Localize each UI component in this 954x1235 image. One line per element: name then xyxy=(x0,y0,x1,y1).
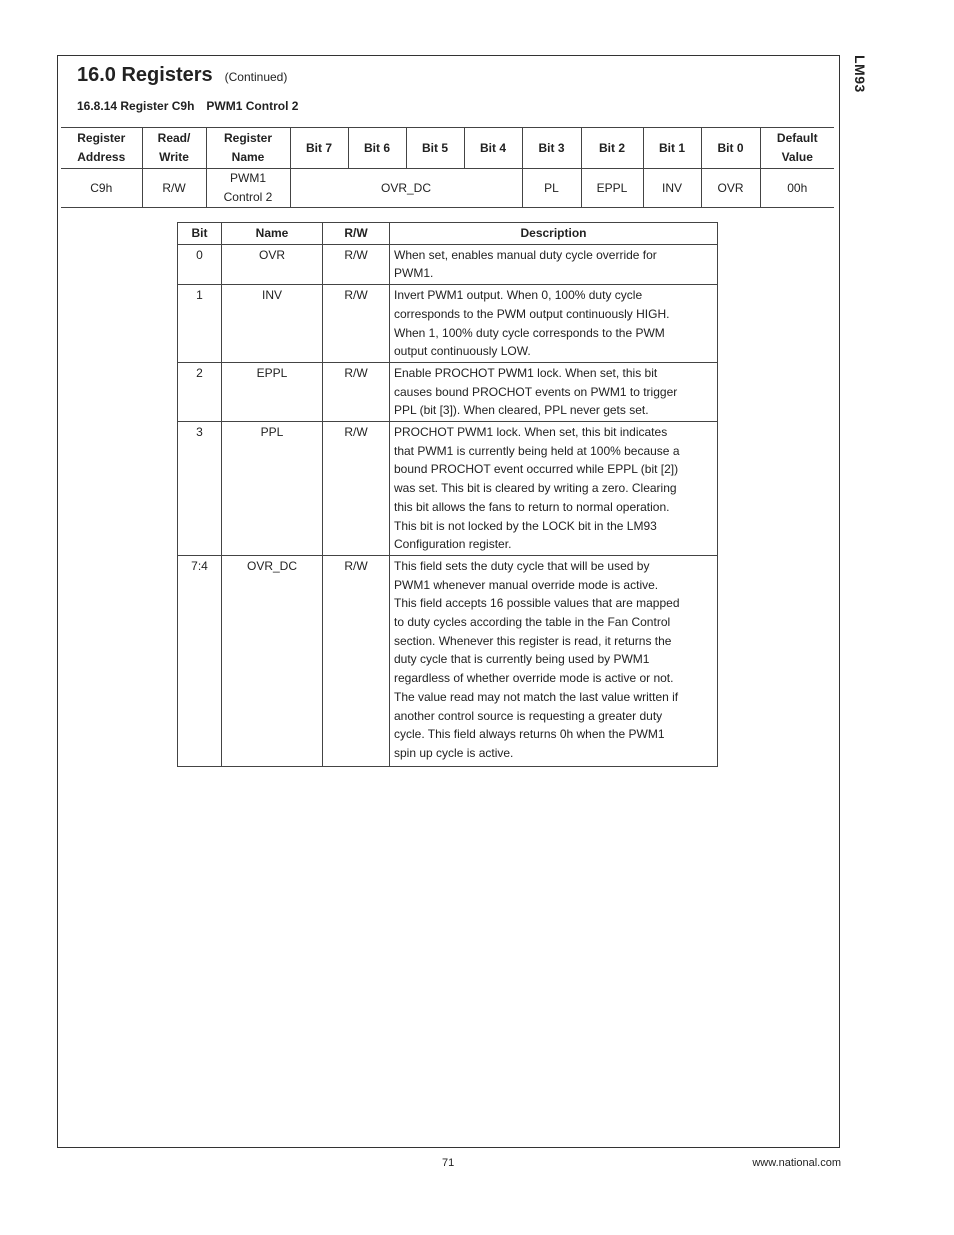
description-line: regardless of whether override mode is active or not. xyxy=(394,671,674,686)
header-rw: R/W xyxy=(323,223,390,245)
cell-default: 00h xyxy=(760,169,834,208)
bit-cell: 3 xyxy=(178,422,222,556)
description-line: PROCHOT PWM1 lock. When set, this bit indicates xyxy=(394,425,668,440)
rw-cell: R/W xyxy=(323,362,390,421)
name-cell: OVR_DC xyxy=(222,555,323,766)
subsection-name: PWM1 Control 2 xyxy=(206,99,299,113)
header-description: Description xyxy=(390,223,718,245)
description-line: This bit is not locked by the LOCK bit in the LM93 xyxy=(394,518,657,533)
name-cell: PPL xyxy=(222,422,323,556)
header-default-value: Default Value xyxy=(760,128,834,169)
description-line: corresponds to the PWM output continuously HIGH. xyxy=(394,306,670,321)
description-line: PWM1. xyxy=(394,266,434,281)
header-read-write: Read/ Write xyxy=(142,128,206,169)
cell-address: C9h xyxy=(90,180,113,195)
subsection-number: 16.8.14 Register C9h xyxy=(77,99,195,113)
header-bit3: Bit 3 xyxy=(522,128,581,169)
bit-cell: 2 xyxy=(178,362,222,421)
rw-cell: R/W xyxy=(323,422,390,556)
description-line: spin up cycle is active. xyxy=(394,745,514,760)
bit-description-table xyxy=(177,222,718,767)
description-line: to duty cycles according the table in the Fan Control xyxy=(394,615,671,630)
description-line: This field accepts 16 possible values that are mapped xyxy=(394,596,680,611)
description-cell xyxy=(390,555,718,766)
header-register-address: Register Address xyxy=(77,131,126,164)
side-label xyxy=(846,55,868,99)
bit-cell: 7:4 xyxy=(178,555,222,766)
header-register-name: Register Name xyxy=(206,128,290,169)
description-line: section. Whenever this register is read, it returns the xyxy=(394,633,672,648)
page-number: 71 xyxy=(442,1157,455,1169)
rw-cell: R/W xyxy=(323,244,390,284)
header-bit0: Bit 0 xyxy=(701,128,760,169)
description-cell xyxy=(390,422,718,556)
register-row xyxy=(61,169,834,208)
cell-bit3: PL xyxy=(522,169,581,208)
register-summary-table xyxy=(61,127,834,208)
cell-bits-7-4: OVR_DC xyxy=(290,169,522,208)
description-line: bound PROCHOT event occurred while EPPL (bit [2]) xyxy=(394,462,679,477)
cell-bit2: EPPL xyxy=(581,169,643,208)
description-line: When set, enables manual duty cycle override for xyxy=(394,247,657,262)
description-line: PWM1 whenever manual override mode is active. xyxy=(394,577,659,592)
description-line: Invert PWM1 output. When 0, 100% duty cycle xyxy=(394,288,643,303)
rw-cell: R/W xyxy=(323,555,390,766)
cell-rw: R/W xyxy=(142,169,206,208)
bit-cell: 1 xyxy=(178,285,222,363)
header-bit7: Bit 7 xyxy=(290,128,348,169)
description-line: duty cycle that is currently being used by PWM1 xyxy=(394,652,650,667)
register-header-row xyxy=(61,128,834,169)
name-cell: EPPL xyxy=(222,362,323,421)
header-bit6: Bit 6 xyxy=(348,128,406,169)
table-row xyxy=(178,422,718,556)
name-cell: INV xyxy=(222,285,323,363)
header-bit: Bit xyxy=(178,223,222,245)
header-bit1: Bit 1 xyxy=(643,128,701,169)
description-cell xyxy=(390,285,718,363)
description-line: another control source is requesting a greater duty xyxy=(394,708,663,723)
website-url: www.national.com xyxy=(752,1157,841,1169)
description-cell xyxy=(390,362,718,421)
description-line: was set. This bit is cleared by writing a zero. Clearing xyxy=(394,481,677,496)
description-line: causes bound PROCHOT events on PWM1 to trigger xyxy=(394,384,678,399)
subsection-heading xyxy=(77,99,298,113)
section-continued: (Continued) xyxy=(224,70,288,84)
table-row xyxy=(178,244,718,284)
description-line: that PWM1 is currently being held at 100% because a xyxy=(394,443,680,458)
description-line: Configuration register. xyxy=(394,537,512,552)
header-bit2: Bit 2 xyxy=(581,128,643,169)
description-line: When 1, 100% duty cycle corresponds to the PWM xyxy=(394,325,665,340)
header-bit4: Bit 4 xyxy=(464,128,522,169)
bit-cell: 0 xyxy=(178,244,222,284)
description-line: cycle. This field always returns 0h when the PWM1 xyxy=(394,727,665,742)
description-line: The value read may not match the last value written if xyxy=(394,689,679,704)
section-title: 16.0 Registers xyxy=(77,64,213,86)
header-name: Name xyxy=(222,223,323,245)
description-line: PPL (bit [3]). When cleared, PPL never gets set. xyxy=(394,403,649,418)
cell-register-name: PWM1 Control 2 xyxy=(206,169,290,208)
description-line: output continuously LOW. xyxy=(394,344,531,359)
table-row xyxy=(178,285,718,363)
description-line: this bit allows the fans to return to normal operation. xyxy=(394,499,670,514)
table-row xyxy=(178,555,718,766)
name-cell: OVR xyxy=(222,244,323,284)
bit-table-header-row xyxy=(178,223,718,245)
header-bit5: Bit 5 xyxy=(406,128,464,169)
section-title-row xyxy=(77,64,287,87)
rw-cell: R/W xyxy=(323,285,390,363)
cell-bit0: OVR xyxy=(701,169,760,208)
description-line: This field sets the duty cycle that will be used by xyxy=(394,558,650,573)
description-line: Enable PROCHOT PWM1 lock. When set, this bit xyxy=(394,365,658,380)
side-label-text: LM93 xyxy=(852,55,868,93)
cell-bit1: INV xyxy=(643,169,701,208)
description-cell xyxy=(390,244,718,284)
table-row xyxy=(178,362,718,421)
